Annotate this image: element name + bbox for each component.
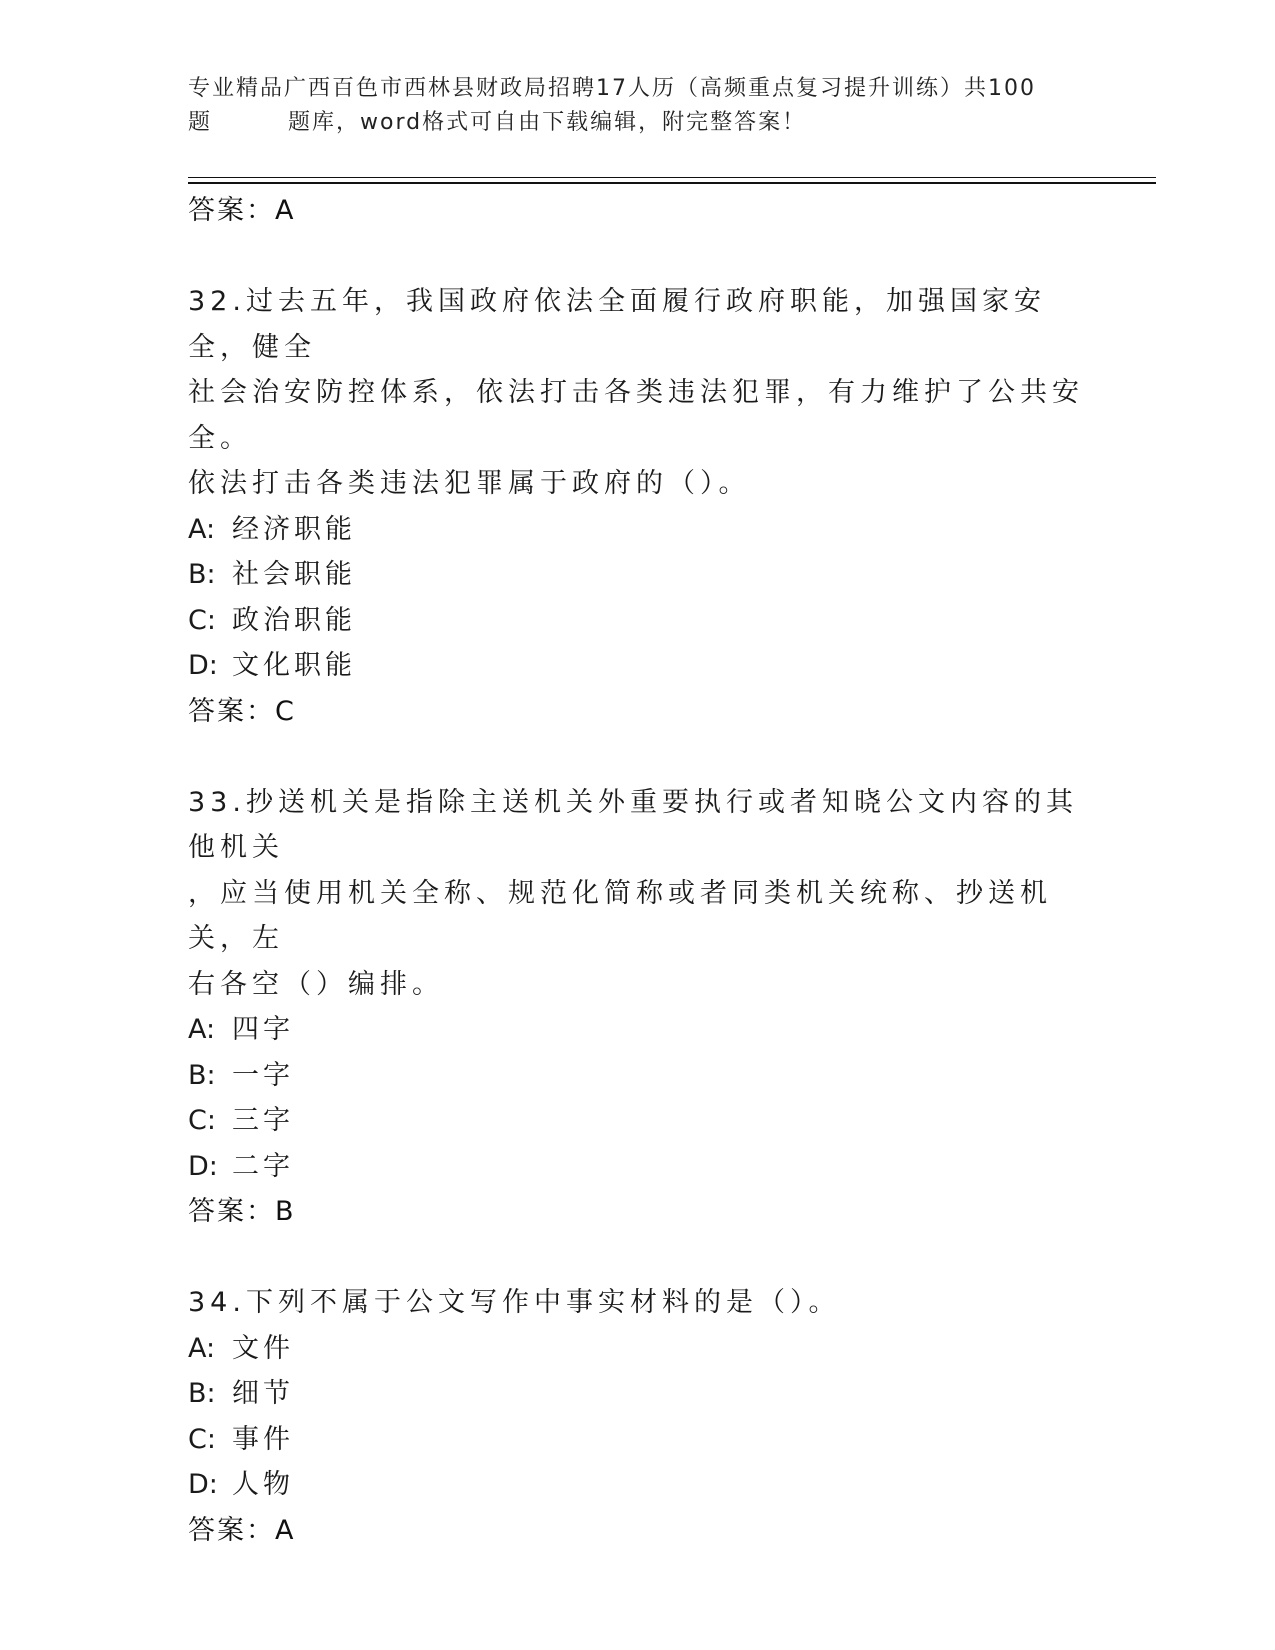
option-text: 细节: [232, 1378, 294, 1409]
header-title-line2-tail: 题库，word格式可自由下载编辑，附完整答案！: [288, 110, 807, 135]
header-divider-thick: [188, 182, 1156, 184]
question-stem-line: 32.过去五年，我国政府依法全面履行政府职能，加强国家安全，健全: [188, 286, 1046, 363]
question-item: [188, 1280, 1088, 1553]
option-letter: A:: [188, 513, 216, 545]
option-text: 社会职能: [232, 559, 356, 590]
question-stem-line: 33.抄送机关是指除主送机关外重要执行或者知晓公文内容的其他机关: [188, 786, 1078, 863]
option-letter: B:: [188, 1059, 216, 1091]
question-stem-line: 社会治安防控体系，依法打击各类违法犯罪，有力维护了公共安全。: [188, 377, 1084, 454]
option-b: [188, 1053, 1088, 1099]
option-a: [188, 1326, 1088, 1372]
document-header: [188, 72, 1088, 140]
question-stem: [188, 279, 1088, 507]
option-text: 文化职能: [232, 650, 356, 681]
option-b: [188, 552, 1088, 598]
option-text: 政治职能: [232, 604, 356, 636]
header-divider-thin: [188, 177, 1156, 178]
option-text: 人物: [232, 1469, 294, 1500]
option-letter: B:: [188, 559, 216, 590]
option-c: [188, 1417, 1088, 1463]
question-list: [188, 188, 1088, 1553]
question-answer: 答案：C: [188, 695, 296, 727]
question-stem: [188, 780, 1088, 1008]
question-stem-line: 右各空（）编排。: [188, 968, 444, 1000]
option-letter: A:: [188, 1332, 216, 1364]
question-stem-line: ，应当使用机关全称、规范化简称或者同类机关统称、抄送机关，左: [188, 877, 1052, 954]
option-c: [188, 1098, 1088, 1144]
option-letter: D:: [188, 1150, 218, 1182]
option-letter: C:: [188, 1423, 216, 1455]
option-text: 文件: [232, 1332, 294, 1364]
option-d: [188, 1144, 1088, 1190]
question-stem-line: 34.下列不属于公文写作中事实材料的是（）。: [188, 1287, 841, 1318]
header-title-line2-lead: 题: [188, 110, 213, 135]
question-stem: [188, 1280, 1088, 1326]
option-letter: A:: [188, 1014, 216, 1045]
option-c: [188, 598, 1088, 644]
option-letter: B:: [188, 1378, 216, 1409]
question-item: [188, 279, 1088, 734]
option-text: 二字: [232, 1150, 294, 1182]
option-text: 三字: [232, 1105, 294, 1136]
question-answer: 答案：A: [188, 1514, 296, 1546]
option-text: 一字: [232, 1059, 294, 1091]
option-d: [188, 643, 1088, 689]
question-answer: 答案：B: [188, 1196, 296, 1227]
option-a: [188, 507, 1088, 553]
option-text: 四字: [232, 1014, 294, 1045]
option-letter: D:: [188, 1469, 218, 1500]
header-title-line1: 专业精品广西百色市西林县财政局招聘17人历（高频重点复习提升训练）共100: [188, 76, 1036, 101]
previous-answer: 答案：A: [188, 195, 296, 226]
header-title-line2: [188, 106, 1088, 140]
question-item: [188, 780, 1088, 1235]
question-stem-line: 依法打击各类违法犯罪属于政府的（）。: [188, 468, 751, 499]
option-letter: C:: [188, 1105, 216, 1136]
option-a: [188, 1007, 1088, 1053]
option-letter: D:: [188, 650, 218, 681]
option-d: [188, 1462, 1088, 1508]
option-text: 事件: [232, 1423, 294, 1455]
option-letter: C:: [188, 604, 216, 636]
option-text: 经济职能: [232, 513, 356, 545]
option-b: [188, 1371, 1088, 1417]
